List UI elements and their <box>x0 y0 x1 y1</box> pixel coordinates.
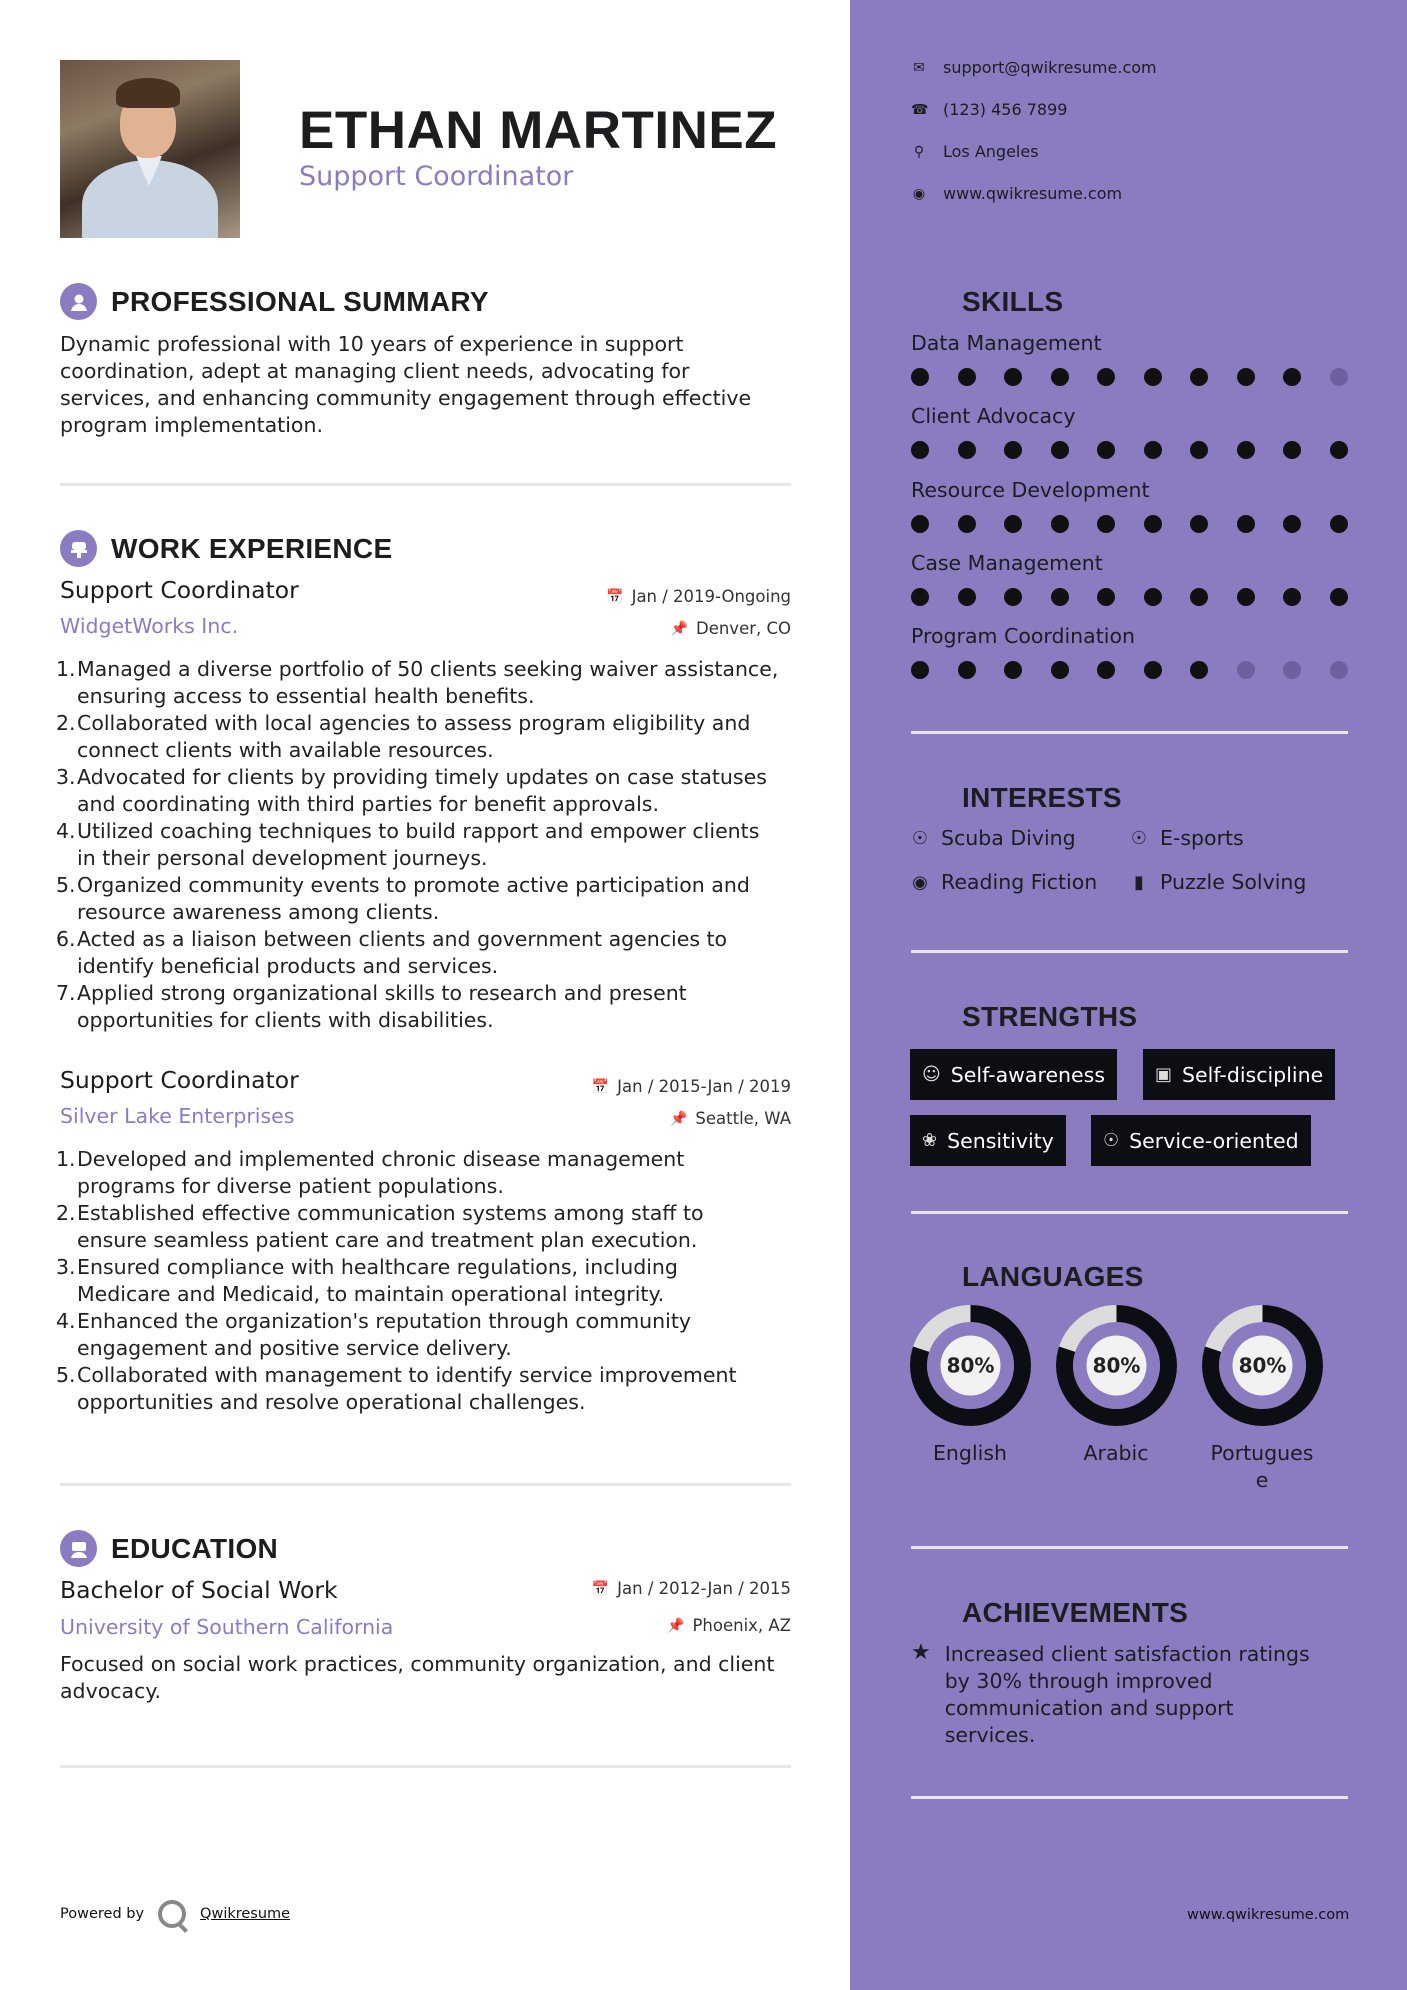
job-company: Silver Lake Enterprises <box>60 1104 295 1128</box>
skill-dot <box>1283 368 1301 386</box>
achievements-heading <box>911 1594 1188 1631</box>
skill-name: Client Advocacy <box>911 404 1076 428</box>
education-title: EDUCATION <box>111 1532 279 1564</box>
language-label: Arabic <box>1083 1441 1149 1465</box>
divider <box>911 950 1348 953</box>
skill-dot <box>1283 515 1301 533</box>
languages-title: LANGUAGES <box>962 1260 1144 1292</box>
skill-rating <box>911 441 1348 459</box>
list-item: 5. Organized community events to promote active participation and resource awareness among clients. <box>56 873 750 924</box>
skill-dot <box>1237 368 1255 386</box>
leaf-icon: ❀ <box>922 1130 938 1151</box>
skill-dot <box>1190 515 1208 533</box>
strength-tag: ❀ Sensitivity <box>910 1115 1066 1166</box>
divider <box>60 483 791 486</box>
skill-rating <box>911 368 1348 386</box>
skill-rating <box>911 588 1348 606</box>
job-location: 📌 Seattle, WA <box>669 1109 791 1128</box>
skill-dot <box>1144 588 1162 606</box>
language-label: Portugues e <box>1210 1441 1314 1492</box>
list-item: 2. Collaborated with local agencies to assess program eligibility and connect clients with available resources. <box>56 711 751 762</box>
skill-dot <box>1237 515 1255 533</box>
pin-icon: 📌 <box>667 1617 685 1634</box>
job-location: 📌 Denver, CO <box>670 619 791 638</box>
languages-heading <box>911 1258 1144 1295</box>
skill-dot <box>1330 441 1348 459</box>
skill-dot <box>1097 661 1115 679</box>
list-item: 2. Established effective communication systems among staff to ensure seamless patient care and treatment plan execution. <box>56 1201 704 1252</box>
skill-dot <box>1330 368 1348 386</box>
interest-item: ◉ Reading Fiction <box>909 870 1097 894</box>
candidate-title: Support Coordinator <box>299 161 574 192</box>
skill-dot <box>1097 515 1115 533</box>
skill-dot <box>1051 368 1069 386</box>
skill-dot <box>1283 441 1301 459</box>
strengths-title: STRENGTHS <box>962 1000 1138 1032</box>
skill-dot <box>1190 368 1208 386</box>
user-circle-icon: ☺ <box>922 1064 941 1085</box>
job-company: WidgetWorks Inc. <box>60 614 239 638</box>
language-gauge <box>1202 1305 1323 1426</box>
pin-icon: 📌 <box>670 620 688 637</box>
interest-item: ☉ E-sports <box>1128 826 1244 850</box>
skill-dot <box>1190 588 1208 606</box>
gauge-percent: 80% <box>1238 1353 1287 1378</box>
skill-name: Resource Development <box>911 478 1150 502</box>
skill-dot <box>1051 588 1069 606</box>
education-dates: 📅 Jan / 2012-Jan / 2015 <box>591 1579 791 1598</box>
job-title: Support Coordinator <box>60 1066 299 1094</box>
qwikresume-logo-icon <box>158 1900 186 1928</box>
language-gauge <box>910 1305 1031 1426</box>
life-ring-icon: ☉ <box>911 827 929 849</box>
divider <box>60 1483 791 1486</box>
contact-location: ⚲ Los Angeles <box>911 142 1039 161</box>
interests-heading <box>911 779 1122 816</box>
skill-dot <box>1144 368 1162 386</box>
pin-icon: 📌 <box>669 1110 688 1127</box>
job-bullets <box>56 1146 816 1416</box>
skill-dot <box>911 441 929 459</box>
phone-icon: ☎ <box>911 101 929 118</box>
education-text: Focused on social work practices, community organization, and client advocacy. <box>60 1652 775 1703</box>
fist-icon <box>911 998 948 1035</box>
calendar-icon: 📅 <box>591 1580 610 1597</box>
skill-rating <box>911 661 1348 679</box>
divider <box>911 731 1348 734</box>
powered-by: Powered by Qwikresume <box>60 1900 290 1928</box>
work-heading <box>60 530 392 567</box>
footer-url[interactable]: www.qwikresume.com <box>1187 1907 1350 1923</box>
divider <box>911 1211 1348 1214</box>
language-gauge <box>1056 1305 1177 1426</box>
skill-dot <box>958 515 976 533</box>
divider <box>60 1765 791 1768</box>
qwikresume-link[interactable]: Qwikresume <box>200 1906 291 1922</box>
summary-text: Dynamic professional with 10 years of experience in support coordination, adept at managing client needs, advocating for services, and enhancing community engagement through effective program implementation. <box>60 332 752 437</box>
lock-icon: ▣ <box>1155 1064 1173 1085</box>
skill-dot <box>911 661 929 679</box>
job-title: Support Coordinator <box>60 576 299 604</box>
gauge-percent: 80% <box>946 1353 995 1378</box>
skills-heading <box>911 283 1063 320</box>
skill-dot <box>1097 368 1115 386</box>
skill-dot <box>1190 441 1208 459</box>
job-dates: 📅 Jan / 2019-Ongoing <box>606 587 791 606</box>
interest-item: ▮ Puzzle Solving <box>1128 870 1306 894</box>
strengths-heading <box>911 998 1137 1035</box>
gauge-percent: 80% <box>1092 1353 1141 1378</box>
contact-email[interactable]: ✉ support@qwikresume.com <box>911 58 1157 77</box>
divider <box>911 1796 1348 1799</box>
list-item: 7. Applied strong organizational skills to research and present opportunities for clients with disabilities. <box>56 981 687 1032</box>
interest-item: ☉ Scuba Diving <box>909 826 1076 850</box>
skill-dot <box>1051 515 1069 533</box>
skill-dot <box>1144 441 1162 459</box>
skill-dot <box>1004 661 1022 679</box>
skill-dot <box>1237 661 1255 679</box>
contact-website[interactable]: ◉ www.qwikresume.com <box>912 184 1123 203</box>
star-icon: ★ <box>911 1640 931 1665</box>
list-item: 4. Utilized coaching techniques to build rapport and empower clients in their personal development journeys. <box>56 819 760 870</box>
calendar-icon: 📅 <box>591 1078 610 1095</box>
life-ring-icon: ☉ <box>1130 827 1148 849</box>
skill-dot <box>1190 661 1208 679</box>
list-item: 5. Collaborated with management to identify service improvement opportunities and resolve operational challenges. <box>56 1363 737 1414</box>
achievement-item: ★ Increased client satisfaction ratings by 30% through improved communication and support services. <box>911 1640 1310 1747</box>
job-dates: 📅 Jan / 2015-Jan / 2019 <box>591 1077 791 1096</box>
skill-dot <box>911 368 929 386</box>
job-bullets <box>56 656 816 1034</box>
list-item: 3. Ensured compliance with healthcare regulations, including Medicare and Medicaid, to maintain operational integrity. <box>56 1255 678 1306</box>
gamepad-icon: ◉ <box>912 871 928 893</box>
profile-photo <box>60 60 240 238</box>
skill-dot <box>1330 515 1348 533</box>
calendar-icon: 📅 <box>606 588 624 605</box>
list-item: 1. Developed and implemented chronic disease management programs for diverse patient populations. <box>56 1147 685 1198</box>
skill-dot <box>958 441 976 459</box>
life-ring-icon: ☉ <box>1103 1130 1120 1151</box>
skill-dot <box>1051 661 1069 679</box>
skill-dot <box>1144 515 1162 533</box>
language-label: English <box>932 1441 1008 1465</box>
skill-dot <box>958 588 976 606</box>
skill-dot <box>911 515 929 533</box>
skill-dot <box>1237 588 1255 606</box>
skill-dot <box>1004 588 1022 606</box>
candidate-name: ETHAN MARTINEZ <box>299 101 778 160</box>
skill-dot <box>1004 441 1022 459</box>
skill-dot <box>1004 515 1022 533</box>
degree: Bachelor of Social Work <box>60 1576 338 1604</box>
summary-title: PROFESSIONAL SUMMARY <box>111 285 489 317</box>
education-location: 📌 Phoenix, AZ <box>667 1616 791 1635</box>
skill-dot <box>1330 661 1348 679</box>
user-icon <box>60 283 97 320</box>
strength-tag: ☉ Service-oriented <box>1091 1115 1311 1166</box>
id-card-icon <box>911 1258 948 1295</box>
skill-name: Case Management <box>911 551 1103 575</box>
strength-tag: ☺ Self-awareness <box>910 1049 1117 1100</box>
skill-dot <box>1330 588 1348 606</box>
list-item: 3. Advocated for clients by providing timely updates on case statuses and coordinating with third parties for benefit approvals. <box>56 765 767 816</box>
star-badge-icon <box>911 1594 948 1631</box>
list-item: 4. Enhanced the organization's reputation through community engagement and positive service delivery. <box>56 1309 692 1360</box>
strength-tag: ▣ Self-discipline <box>1143 1049 1335 1100</box>
skill-name: Data Management <box>911 331 1102 355</box>
summary-heading <box>60 283 489 320</box>
paper-plane-icon <box>911 779 948 816</box>
education-heading <box>60 1530 278 1567</box>
list-item: 1. Managed a diverse portfolio of 50 clients seeking waiver assistance, ensuring access to essential health benefits. <box>56 657 779 708</box>
achievements-title: ACHIEVEMENTS <box>962 1596 1189 1628</box>
skill-dot <box>958 661 976 679</box>
skill-dot <box>1283 661 1301 679</box>
skill-dot <box>1237 441 1255 459</box>
skills-title: SKILLS <box>962 285 1064 317</box>
skill-dot <box>958 368 976 386</box>
school: University of Southern California <box>60 1615 394 1639</box>
briefcase-icon <box>60 530 97 567</box>
skill-dot <box>1283 588 1301 606</box>
globe-icon: ◉ <box>912 185 926 202</box>
list-item: 6. Acted as a liaison between clients and government agencies to identify beneficial products and services. <box>56 927 728 978</box>
contact-phone[interactable]: ☎ (123) 456 7899 <box>911 100 1068 119</box>
skill-dot <box>1097 441 1115 459</box>
lightbulb-icon <box>911 283 948 320</box>
map-pin-icon: ⚲ <box>913 143 925 160</box>
graduation-cap-icon <box>60 1530 97 1567</box>
work-title: WORK EXPERIENCE <box>111 532 393 564</box>
interests-title: INTERESTS <box>962 781 1122 813</box>
skill-dot <box>1097 588 1115 606</box>
book-icon: ▮ <box>1134 871 1144 893</box>
skill-dot <box>911 588 929 606</box>
skill-dot <box>1144 661 1162 679</box>
skill-dot <box>1051 441 1069 459</box>
envelope-icon: ✉ <box>913 59 925 76</box>
skill-rating <box>911 515 1348 533</box>
skill-dot <box>1004 368 1022 386</box>
skill-name: Program Coordination <box>911 624 1136 648</box>
divider <box>911 1546 1348 1549</box>
